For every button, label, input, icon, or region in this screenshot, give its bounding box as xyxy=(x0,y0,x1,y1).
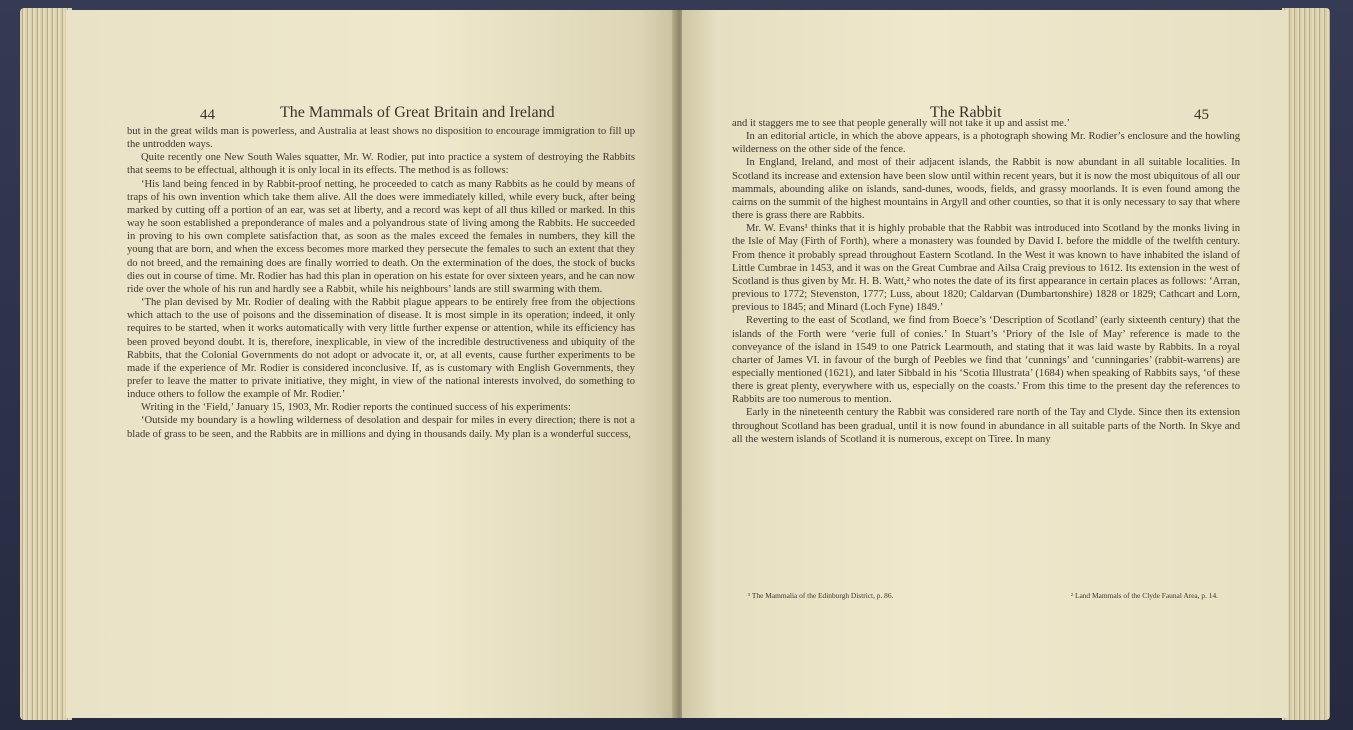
footnote: ² Land Mammals of the Clyde Faunal Area, p. 14. xyxy=(1070,591,1218,600)
left-page xyxy=(66,10,676,718)
footnote: ¹ The Mammalia of the Edinburgh District, p. 86. xyxy=(748,591,894,600)
paragraph: but in the great wilds man is powerless, and Australia at least shows no disposition to encourage immigration to fill up the untrodden ways. xyxy=(127,126,635,151)
paragraph: ‘Outside my boundary is a howling wilderness of desolation and despair for miles in every direction; there is not a blade of grass to be seen, and the Rabbits are in millions and dying in thousands daily. My plan is a wonderful success, xyxy=(127,415,635,440)
footnotes xyxy=(748,591,1218,601)
paragraph: Mr. W. Evans¹ thinks that it is highly probable that the Rabbit was introduced into Scotland by the monks living in the Isle of May (Firth of Forth), where a monastery was founded by David I. before the middle of the twelfth century. From thence it probably spread throughout Eastern Scotland. In the West it was known to have inhabited the island of Little Cumbrae in 1453, and it was on the Great Cumbrae and Ailsa Craig previous to 1612. Its extension in the west of Scotland is thus given by Mr. H. B. Watt,² who notes the date of its first appearance in certain places as follows: ‘Arran, previous to 1772; Stevenston, 1777; Luss, about 1820; Caldarvan (Dumbartonshire) 1828 or 1829; Cathcart and Lorn, previous to 1845; and Minard (Loch Fyne) 1849.’ xyxy=(732,223,1240,314)
paragraph: In an editorial article, in which the above appears, is a photograph showing Mr. Rodier’s enclosure and the howling wilderness on the other side of the fence. xyxy=(732,131,1240,156)
paragraph: Writing in the ‘Field,’ January 15, 1903, Mr. Rodier reports the continued success of his experiments: xyxy=(141,402,571,414)
right-page xyxy=(682,10,1288,718)
paragraph: In England, Ireland, and most of their adjacent islands, the Rabbit is now abundant in all suitable localities. In Scotland its increase and extension have been slow until within recent years, but it is now the most ubiquitous of all our mammals, abounding alike on islands, sand-dunes, woods, fields, and grassy moorlands. It is even found among the cairns on the summit of the highest mountains in Argyll and other counties, so that it is only necessary to say that where there is grass there are Rabbits. xyxy=(732,157,1240,222)
paragraph: Early in the nineteenth century the Rabbit was considered rare north of the Tay and Clyde. Since then its extension throughout Scotland has been gradual, until it is now found in abundance in all suitable parts of the North. In Skye and all the western islands of Scotland it is numerous, except on Tiree. In many xyxy=(732,407,1240,445)
page-number: 45 xyxy=(1194,107,1209,123)
left-page-edges xyxy=(20,8,72,720)
paragraph: and it staggers me to see that people generally will not take it up and assist me.’ xyxy=(732,118,1071,129)
page-number: 44 xyxy=(200,107,215,123)
paragraph: Reverting to the east of Scotland, we find from Boece’s ‘Description of Scotland’ (early sixteenth century) that the islands of the Forth were ‘verie full of conies.’ In Stuart’s ‘Priory of the Isle of May’ reference is made to the conveyance of the island in 1549 to one Patrick Learmouth, and stating that it was laid waste by Rabbits. In a royal charter of James VI. in favour of the burgh of Peebles we find that ‘cunnings’ and ‘cunningaries’ (rabbit-warrens) are especially mentioned (1621), and later Sibbald in his ‘Scotia Illustrata’ (1684) when speaking of Rabbits says, ‘of these there is great plenty, everywhere with us, especially on the coasts.’ From this time to the present day the references to Rabbits are too numerous to mention. xyxy=(732,315,1240,406)
paragraph: ‘His land being fenced in by Rabbit-proof netting, he proceeded to catch as many Rabbits as he could by means of traps of his own invention which take them alive. All the does were immediately killed, while every buck, after being marked by cutting off a portion of an ear, was set at liberty, and a record was kept of all thus killed or marked. In this way he soon established a preponderance of males and a polyandrous state of living among the Rabbits. He succeeded in proving to his own complete satisfaction that, as soon as the males exceed the females in numbers, they kill the young that are born, and when the excess becomes more marked they persecute the females to such an extent that they do not breed, and the remaining does are finally worried to death. On the extermination of the does, the stock of bucks dies out in course of time. Mr. Rodier has had this plan in operation on his estate for over sixteen years, and he can now ride over the whole of his run and hardly see a Rabbit, while his neighbours’ lands are still swarming with them. xyxy=(127,178,635,295)
right-page-body xyxy=(732,117,1240,446)
right-page-edges xyxy=(1282,8,1330,720)
running-head: The Mammals of Great Britain and Ireland xyxy=(280,104,555,121)
running-head: The Rabbit xyxy=(930,104,1002,121)
left-page-body xyxy=(127,125,635,441)
paragraph: Quite recently one New South Wales squatter, Mr. W. Rodier, put into practice a system of destroying the Rabbits that seems to be effectual, although it is only local in its effects. The method is as follows: xyxy=(127,152,635,177)
paragraph: ‘The plan devised by Mr. Rodier of dealing with the Rabbit plague appears to be entirely free from the objections which attach to the use of poisons and the dissemination of disease. It is most simple in its operation; indeed, it only requires to be started, when it works automatically with very little further expense or attention, while its efficiency has been proved beyond doubt. It is, therefore, inexplicable, in view of the incredible destructiveness and ubiquity of the Rabbits, that the Colonial Governments do not adopt or advocate it, or, at all events, cause further experiments to be made if the experience of Mr. Rodier is considered inconclusive. If, as is customary with English Governments, they prefer to leave the matter to private initiative, they might, in view of the national interests involved, do something to induce others to follow the example of Mr. Rodier.’ xyxy=(127,297,635,401)
